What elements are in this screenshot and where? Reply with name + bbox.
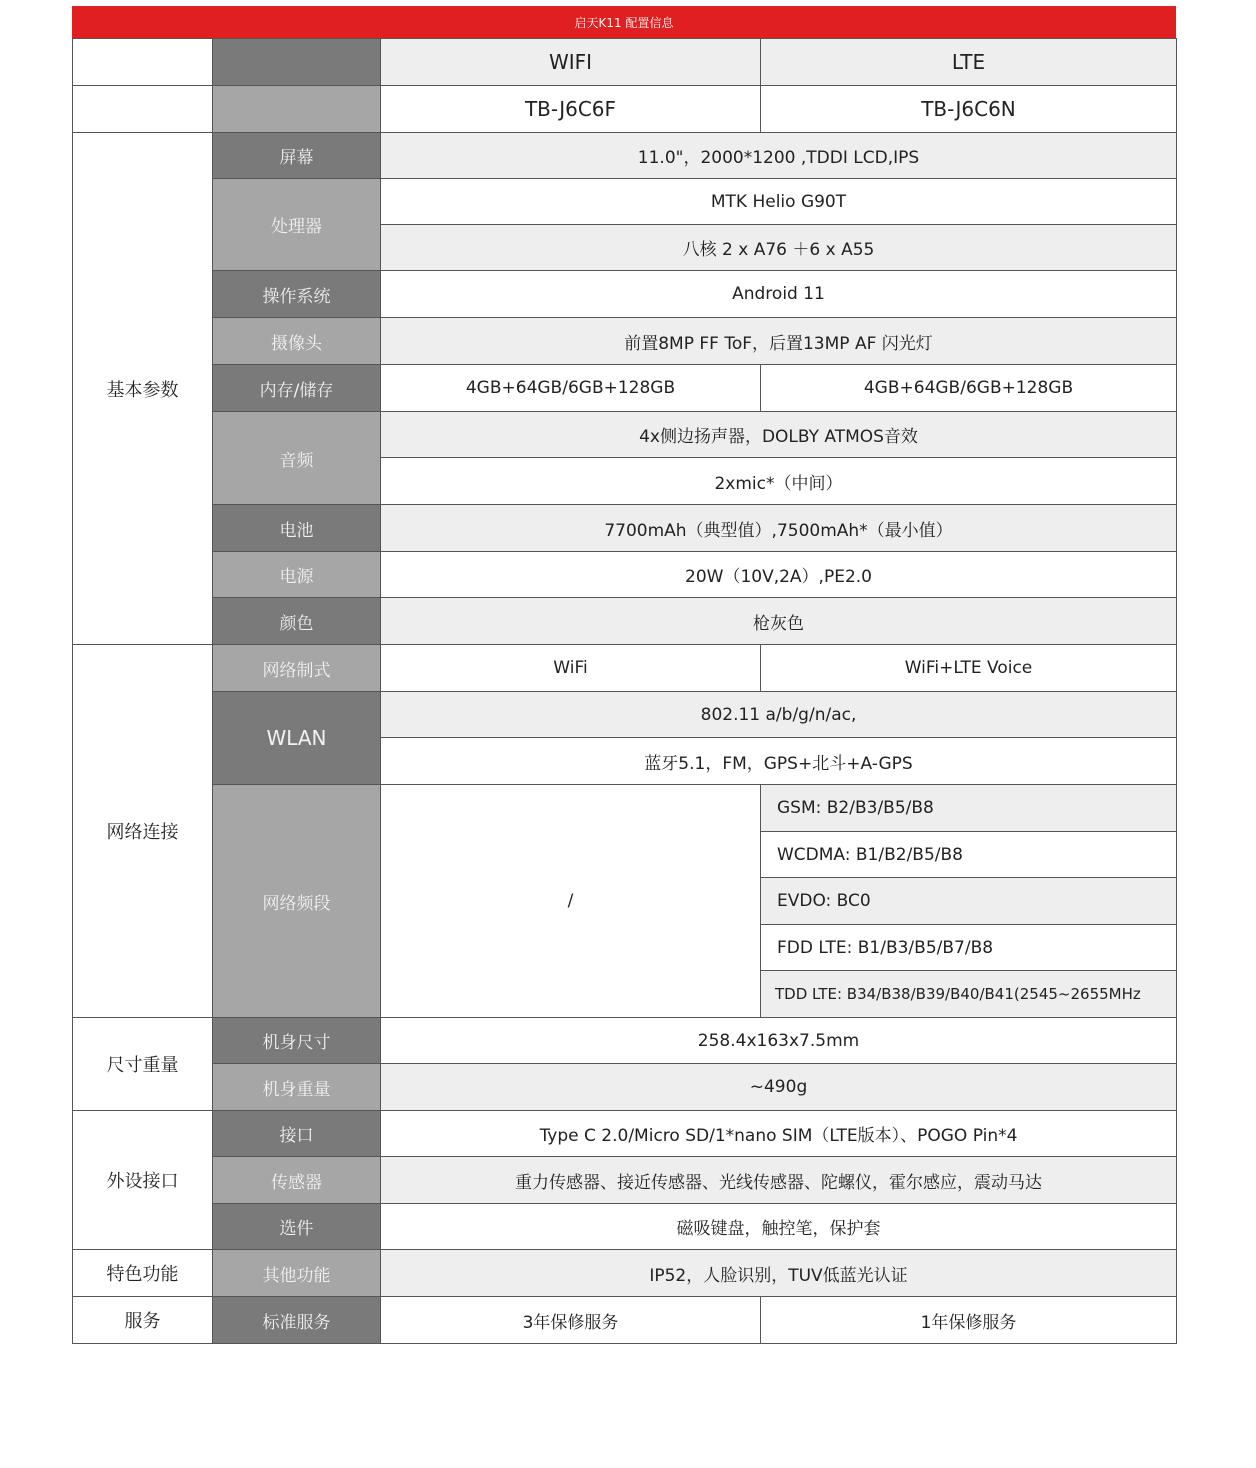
table-row bbox=[73, 1157, 1177, 1204]
value-os: Android 11 bbox=[381, 271, 1177, 318]
table-row bbox=[73, 785, 1177, 832]
value-standard-wifi: WiFi bbox=[381, 645, 761, 692]
table-row bbox=[73, 1204, 1177, 1250]
value-memory-lte: 4GB+64GB/6GB+128GB bbox=[761, 365, 1177, 412]
table-row bbox=[73, 645, 1177, 692]
value-camera: 前置8MP FF ToF，后置13MP AF 闪光灯 bbox=[381, 318, 1177, 365]
model-wifi: TB-J6C6F bbox=[381, 86, 761, 133]
table-row bbox=[73, 86, 1177, 133]
spec-sheet bbox=[72, 6, 1176, 1344]
value-standard-lte: WiFi+LTE Voice bbox=[761, 645, 1177, 692]
category-size: 尺寸重量 bbox=[73, 1018, 213, 1111]
category-network: 网络连接 bbox=[73, 645, 213, 1018]
table-row bbox=[73, 552, 1177, 598]
label-wlan: WLAN bbox=[213, 692, 381, 785]
value-other-features: IP52，人脸识别，TUV低蓝光认证 bbox=[381, 1250, 1177, 1297]
table-row bbox=[73, 271, 1177, 318]
table-row bbox=[73, 505, 1177, 552]
table-row bbox=[73, 1111, 1177, 1157]
table-row bbox=[73, 39, 1177, 86]
label-weight: 机身重量 bbox=[213, 1064, 381, 1111]
label-service: 标准服务 bbox=[213, 1297, 381, 1344]
value-cpu-model: MTK Helio G90T bbox=[381, 179, 1177, 225]
table-row bbox=[73, 598, 1177, 645]
label-options: 选件 bbox=[213, 1204, 381, 1250]
table-row bbox=[73, 179, 1177, 225]
value-band-wcdma: WCDMA: B1/B2/B5/B8 bbox=[761, 832, 1177, 878]
value-options: 磁吸键盘，触控笔，保护套 bbox=[381, 1204, 1177, 1250]
category-features: 特色功能 bbox=[73, 1250, 213, 1297]
label-battery: 电池 bbox=[213, 505, 381, 552]
label-cpu: 处理器 bbox=[213, 179, 381, 271]
category-basic: 基本参数 bbox=[73, 133, 213, 645]
label-other-features: 其他功能 bbox=[213, 1250, 381, 1297]
value-sensors: 重力传感器、接近传感器、光线传感器、陀螺仪，霍尔感应，震动马达 bbox=[381, 1157, 1177, 1204]
value-battery: 7700mAh（典型值）,7500mAh*（最小值） bbox=[381, 505, 1177, 552]
label-color: 颜色 bbox=[213, 598, 381, 645]
value-service-lte: 1年保修服务 bbox=[761, 1297, 1177, 1344]
label-memory: 内存/储存 bbox=[213, 365, 381, 412]
label-dimensions: 机身尺寸 bbox=[213, 1018, 381, 1064]
header-label-blank bbox=[213, 39, 381, 86]
table-row bbox=[73, 318, 1177, 365]
table-row bbox=[73, 1297, 1177, 1344]
label-screen: 屏幕 bbox=[213, 133, 381, 179]
table-row bbox=[73, 133, 1177, 179]
table-row bbox=[73, 365, 1177, 412]
label-ports: 接口 bbox=[213, 1111, 381, 1157]
value-dimensions: 258.4x163x7.5mm bbox=[381, 1018, 1177, 1064]
label-power: 电源 bbox=[213, 552, 381, 598]
category-service: 服务 bbox=[73, 1297, 213, 1344]
label-sensors: 传感器 bbox=[213, 1157, 381, 1204]
value-wlan: 802.11 a/b/g/n/ac, bbox=[381, 692, 1177, 738]
value-audio-speakers: 4x侧边扬声器，DOLBY ATMOS音效 bbox=[381, 412, 1177, 458]
label-audio: 音频 bbox=[213, 412, 381, 505]
model-lte: TB-J6C6N bbox=[761, 86, 1177, 133]
value-color: 枪灰色 bbox=[381, 598, 1177, 645]
column-header-lte: LTE bbox=[761, 39, 1177, 86]
value-weight: ~490g bbox=[381, 1064, 1177, 1111]
value-service-wifi: 3年保修服务 bbox=[381, 1297, 761, 1344]
value-ports: Type C 2.0/Micro SD/1*nano SIM（LTE版本）、POGO Pin*4 bbox=[381, 1111, 1177, 1157]
value-power: 20W（10V,2A）,PE2.0 bbox=[381, 552, 1177, 598]
value-memory-wifi: 4GB+64GB/6GB+128GB bbox=[381, 365, 761, 412]
table-row bbox=[73, 1018, 1177, 1064]
value-audio-mic: 2xmic*（中间） bbox=[381, 458, 1177, 505]
value-band-evdo: EVDO: BC0 bbox=[761, 878, 1177, 925]
value-band-tdd-lte: TDD LTE: B34/B38/B39/B40/B41(2545~2655MHz bbox=[761, 971, 1177, 1018]
label-os: 操作系统 bbox=[213, 271, 381, 318]
value-screen: 11.0"，2000*1200 ,TDDI LCD,IPS bbox=[381, 133, 1177, 179]
value-bands-wifi: / bbox=[381, 785, 761, 1018]
header-blank bbox=[73, 86, 213, 133]
banner-title: 启天K11 配置信息 bbox=[72, 6, 1176, 38]
table-row bbox=[73, 412, 1177, 458]
label-bands: 网络频段 bbox=[213, 785, 381, 1018]
spec-table bbox=[72, 38, 1177, 1344]
header-label-blank bbox=[213, 86, 381, 133]
label-network-standard: 网络制式 bbox=[213, 645, 381, 692]
header-blank bbox=[73, 39, 213, 86]
value-band-fdd-lte: FDD LTE: B1/B3/B5/B7/B8 bbox=[761, 925, 1177, 971]
value-band-gsm: GSM: B2/B3/B5/B8 bbox=[761, 785, 1177, 832]
column-header-wifi: WIFI bbox=[381, 39, 761, 86]
value-cpu-cores: 八核 2 x A76 ＋6 x A55 bbox=[381, 225, 1177, 271]
value-bluetooth-gps: 蓝牙5.1，FM，GPS+北斗+A-GPS bbox=[381, 738, 1177, 785]
category-peripheral: 外设接口 bbox=[73, 1111, 213, 1250]
table-row bbox=[73, 1064, 1177, 1111]
table-row bbox=[73, 1250, 1177, 1297]
table-row bbox=[73, 692, 1177, 738]
label-camera: 摄像头 bbox=[213, 318, 381, 365]
